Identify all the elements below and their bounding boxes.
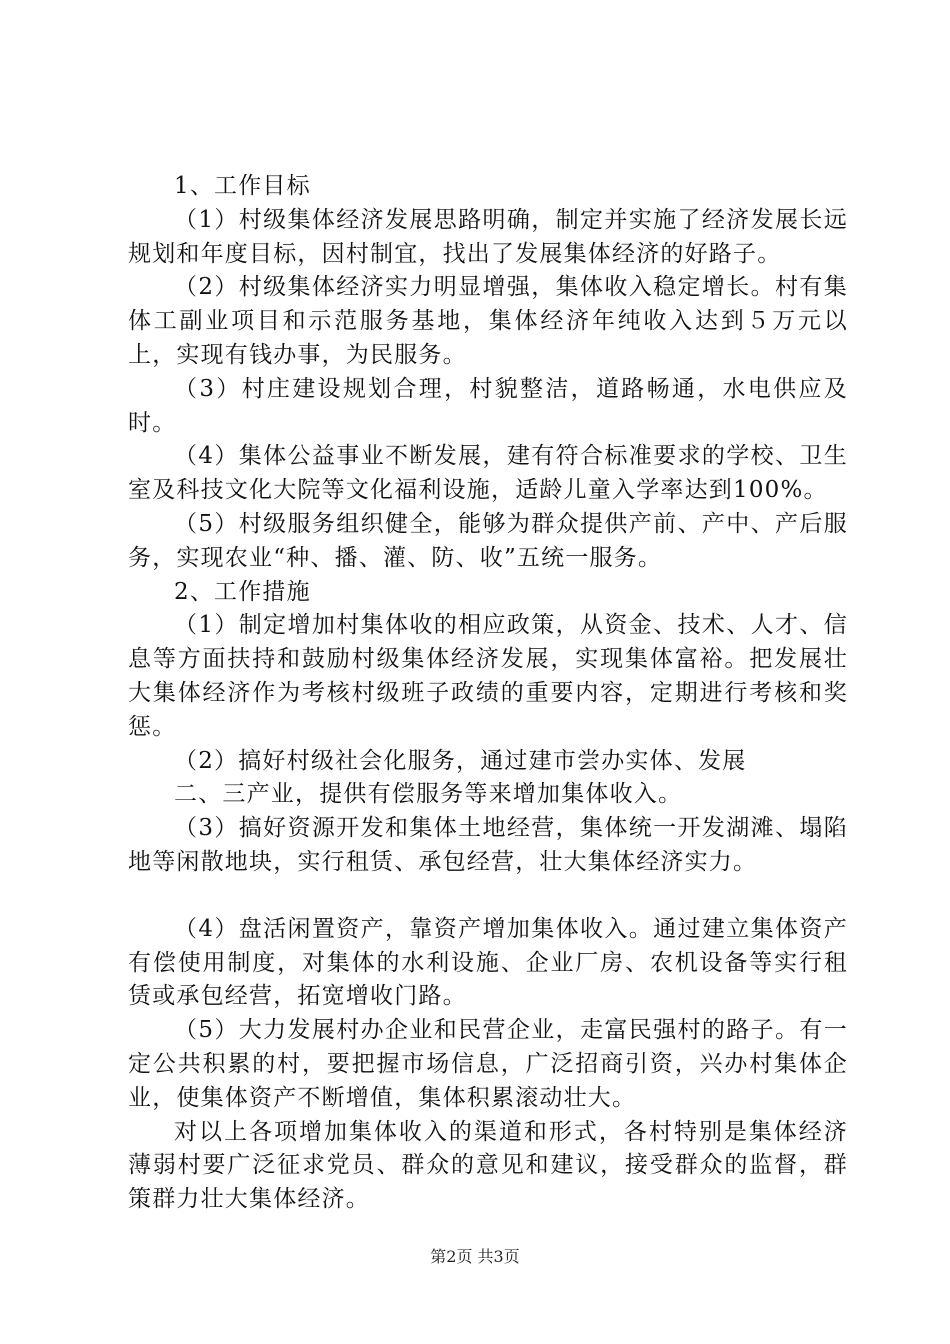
section-heading-measures: 2、工作措施 — [174, 578, 311, 605]
measure-paragraph-4: （4）盘活闲置资产，靠资产增加集体收入。通过建立集体资产有偿使用制度，对集体的水利设施、企业厂房、农机设备等实行租赁或承包经营，拓宽增收门路。 — [128, 915, 848, 1010]
paragraph-gap — [128, 880, 848, 913]
goal-paragraph-1: （1）村级集体经济发展思路明确，制定并实施了经济发展长远规划和年度目标，因村制宜，找出了发展集体经济的好路子。 — [128, 206, 848, 267]
measure-paragraph-1: （1）制定增加村集体收的相应政策，从资金、技术、人才、信息等方面扶持和鼓励村级集体经济发展，实现集体富裕。把发展壮大集体经济作为考核村级班子政绩的重要内容，定期进行考核和奖惩。 — [128, 612, 848, 740]
goal-paragraph-2: （2）村级集体经济实力明显增强，集体收入稳定增长。村有集体工副业项目和示范服务基地，集体经济年纯收入达到５万元以上，实现有钱办事，为民服务。 — [128, 274, 848, 368]
measure-paragraph-2-continued: 二、三产业，提供有偿服务等来增加集体收入。 — [174, 781, 683, 808]
goal-paragraph-3: （3）村庄建设规划合理，村貌整洁，道路畅通，水电供应及时。 — [128, 375, 848, 436]
measure-paragraph-2: （2）搞好村级社会化服务，通过建市尝办实体、发展 — [174, 747, 747, 774]
page-number-footer: 第2页 共3页 — [430, 1247, 520, 1266]
goal-paragraph-4: （4）集体公益事业不断发展，建有符合标准要求的学校、卫生室及科技文化大院等文化福利设施，适龄儿童入学率达到100%。 — [128, 443, 848, 504]
measure-paragraph-5: （5）大力发展村办企业和民营企业，走富民强村的路子。有一定公共积累的村，要把握市场信息，广泛招商引资，兴办村集体企业，使集体资产不断增值，集体积累滚动壮大。 — [128, 1017, 848, 1111]
section-heading-goals: 1、工作目标 — [174, 173, 311, 199]
closing-paragraph: 对以上各项增加集体收入的渠道和形式，各村特别是集体经济薄弱村要广泛征求党员、群众的意见和建议，接受群众的监督，群策群力壮大集体经济。 — [128, 1118, 848, 1213]
measure-paragraph-3: （3）搞好资源开发和集体土地经营，集体统一开发湖滩、塌陷地等闲散地块，实行租赁、承包经营，壮大集体经济实力。 — [128, 815, 848, 875]
document-body — [128, 170, 848, 1217]
goal-paragraph-5: （5）村级服务组织健全，能够为群众提供产前、产中、产后服务，实现农业“种、播、灌、防、收”五统一服务。 — [128, 510, 848, 571]
